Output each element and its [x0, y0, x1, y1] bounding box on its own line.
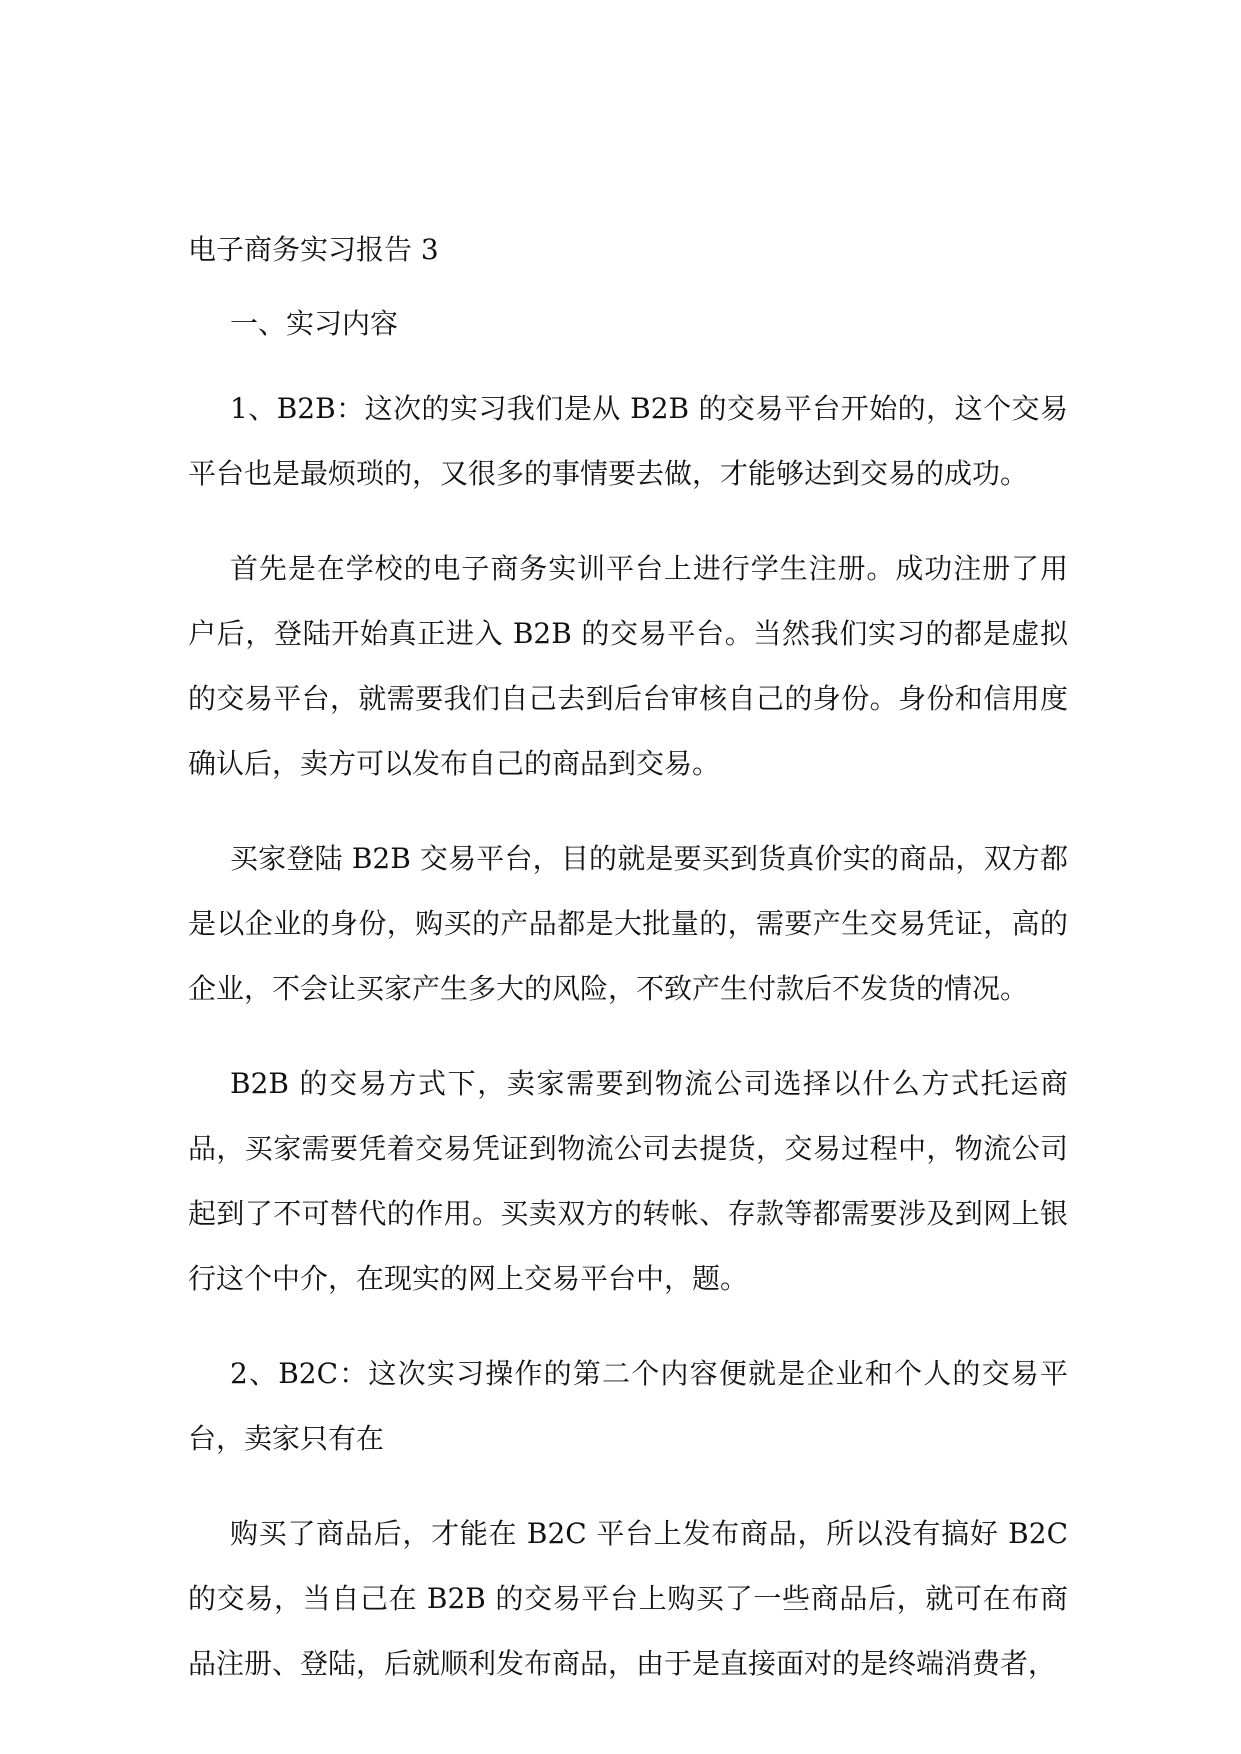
paragraph-b2c-intro: 2、B2C：这次实习操作的第二个内容便就是企业和个人的交易平台，卖家只有在 — [188, 1357, 1068, 1455]
document-body — [188, 228, 1068, 1726]
section-heading: 一、实习内容 — [230, 307, 399, 340]
paragraph-b2b-intro: 1、B2B：这次的实习我们是从 B2B 的交易平台开始的，这个交易平台也是最烦琐的，又很多的事情要去做，才能够达到交易的成功。 — [188, 392, 1068, 490]
paragraph-buyer: 买家登陆 B2B 交易平台，目的就是要买到货真价实的商品，双方都是以企业的身份，购买的产品都是大批量的，需要产生交易凭证，高的企业，不会让买家产生多大的风险，不致产生付款后不发货的情况。 — [188, 842, 1068, 1005]
paragraph-b2c-publish: 购买了商品后，才能在 B2C 平台上发布商品，所以没有搞好 B2C 的交易，当自己在 B2B 的交易平台上购买了一些商品后，就可在布商品注册、登陆，后就顺利发布商品，由于是直接面对的是终端消费者， — [188, 1517, 1068, 1680]
document-title: 电子商务实习报告 3 — [188, 233, 439, 266]
paragraph-logistics: B2B 的交易方式下，卖家需要到物流公司选择以什么方式托运商品，买家需要凭着交易凭证到物流公司去提货，交易过程中，物流公司起到了不可替代的作用。买卖双方的转帐、存款等都需要涉及到网上银行这个中介，在现实的网上交易平台中，题。 — [188, 1067, 1068, 1295]
paragraph-registration: 首先是在学校的电子商务实训平台上进行学生注册。成功注册了用户后，登陆开始真正进入 B2B 的交易平台。当然我们实习的都是虚拟的交易平台，就需要我们自己去到后台审核自己的身份。身份和信用度确认后，卖方可以发布自己的商品到交易。 — [188, 552, 1068, 780]
